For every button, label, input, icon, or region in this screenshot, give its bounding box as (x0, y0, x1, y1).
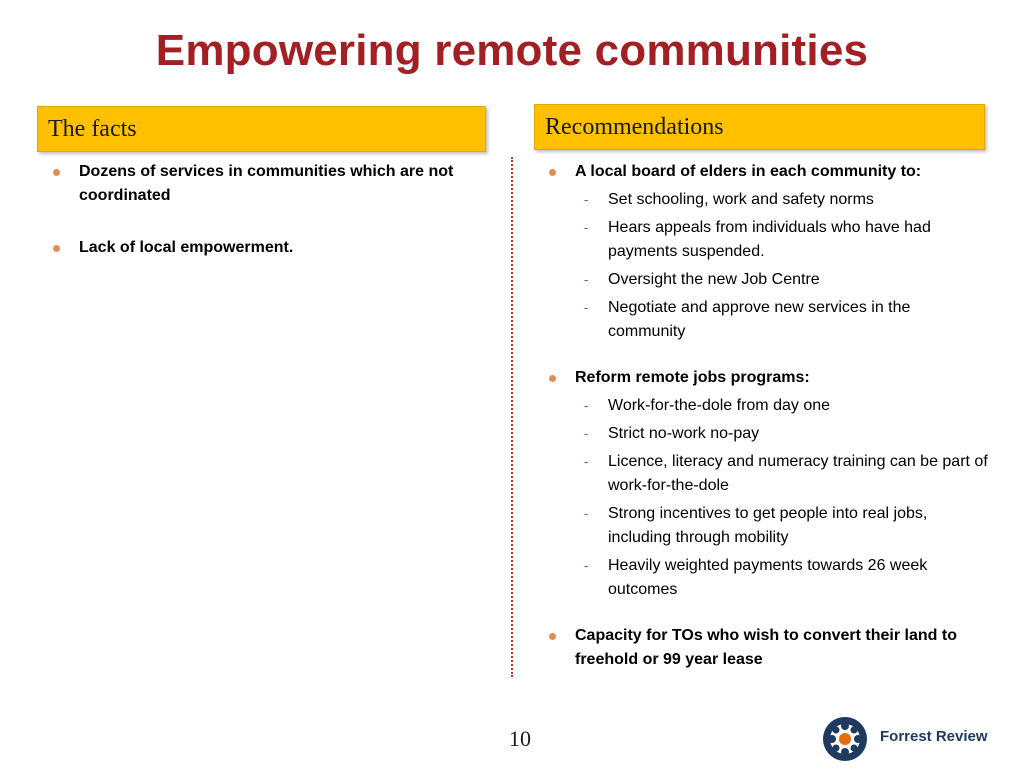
bullet-icon (549, 169, 556, 176)
bullet-icon (549, 375, 556, 382)
sub-item (548, 296, 988, 344)
sub-item (548, 502, 988, 550)
dash-icon: - (584, 300, 589, 315)
list-item (548, 366, 988, 390)
sub-item (548, 422, 988, 446)
bullet-text: Lack of local empowerment. (79, 239, 294, 256)
facts-header: The facts (37, 106, 486, 152)
sub-item-text: Licence, literacy and numeracy training can be part of work-for-the-dole (608, 453, 988, 494)
list-item (52, 160, 482, 208)
sub-item-text: Hears appeals from individuals who have had payments suspended. (608, 219, 931, 260)
page-number: 10 (509, 726, 531, 751)
logo-text: Forrest Review (880, 728, 988, 745)
recommendations-header: Recommendations (534, 104, 985, 150)
sub-item-text: Strong incentives to get people into real jobs, including through mobility (608, 505, 928, 546)
sub-item-text: Oversight the new Job Centre (608, 271, 820, 288)
sub-item (548, 450, 988, 498)
sub-item-text: Strict no-work no-pay (608, 425, 760, 442)
dash-icon: - (584, 426, 589, 441)
dash-icon: - (584, 558, 589, 573)
dash-icon: - (584, 192, 589, 207)
facts-column (52, 160, 482, 260)
sub-item-text: Negotiate and approve new services in the community (608, 299, 911, 340)
bullet-text: Dozens of services in communities which are not coordinated (79, 163, 454, 204)
recommendations-column (548, 160, 988, 672)
list-item (52, 236, 482, 260)
bullet-icon (53, 169, 60, 176)
slide-title: Empowering remote communities (155, 26, 869, 75)
column-divider (511, 157, 513, 677)
sub-item (548, 268, 988, 292)
bullet-text: Reform remote jobs programs: (575, 369, 810, 386)
forrest-review-logo (820, 714, 1010, 764)
sub-item-text: Heavily weighted payments towards 26 week outcomes (608, 557, 928, 598)
bullet-icon (549, 633, 556, 640)
sub-item (548, 216, 988, 264)
sub-item-text: Set schooling, work and safety norms (608, 191, 874, 208)
bullet-text: Capacity for TOs who wish to convert their land to freehold or 99 year lease (575, 627, 957, 668)
dash-icon: - (584, 454, 589, 469)
dash-icon: - (584, 398, 589, 413)
sub-item (548, 394, 988, 418)
dash-icon: - (584, 220, 589, 235)
wheel-icon (820, 714, 870, 764)
list-item (548, 160, 988, 184)
sub-item (548, 188, 988, 212)
sub-item (548, 554, 988, 602)
sub-item-text: Work-for-the-dole from day one (608, 397, 831, 414)
dash-icon: - (584, 272, 589, 287)
bullet-icon (53, 245, 60, 252)
dash-icon: - (584, 506, 589, 521)
list-item (548, 624, 988, 672)
bullet-text: A local board of elders in each community to: (575, 163, 922, 180)
